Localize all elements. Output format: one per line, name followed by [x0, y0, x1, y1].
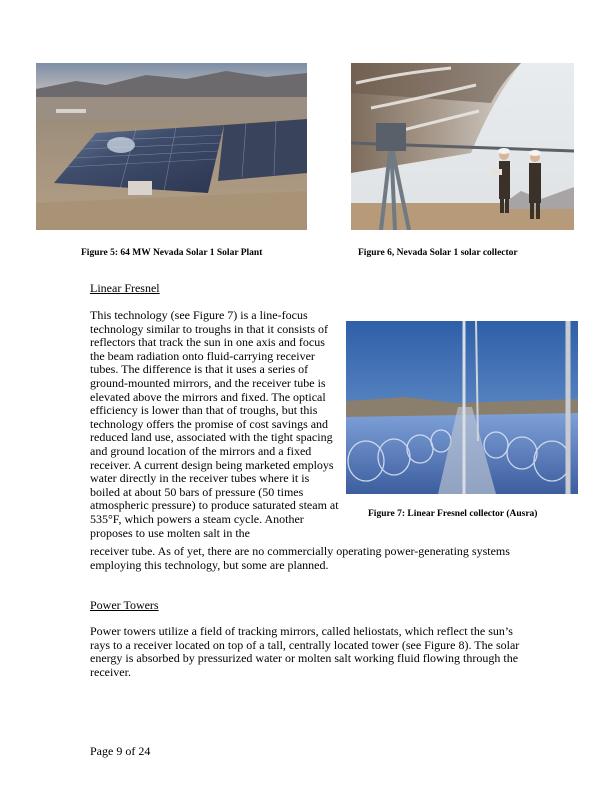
figure-7-photo: [346, 321, 578, 494]
figure-5-caption: Figure 5: 64 MW Nevada Solar 1 Solar Plant: [81, 248, 263, 258]
figure-7-caption: Figure 7: Linear Fresnel collector (Ausra): [368, 509, 538, 519]
linear-fresnel-paragraph-continued: receiver tube. As of yet, there are no commercially operating power-generating systems employing this technology, but some are planned.: [90, 544, 510, 572]
section-heading-power-towers: Power Towers: [90, 598, 159, 612]
section-heading-linear-fresnel: Linear Fresnel: [90, 281, 160, 295]
page-number: Page 9 of 24: [90, 744, 151, 758]
figure-5-photo: [36, 63, 307, 230]
linear-fresnel-paragraph: This technology (see Figure 7) is a line-focus technology similar to troughs in that it consists of reflectors that track the sun in one axis and focus the beam radiation onto fluid-carrying receiver tubes. The difference is that it uses a series of ground-mounted mirrors, and the receiver tube is elevated above the mirrors and fixed. The optical efficiency is lower than that of troughs, but this technology offers the promise of cost savings and reduced land use, associated with the tight spacing and ground location of the mirrors and a fixed receiver. A current design being marketed employs water directly in the receiver tubes where it is boiled at about 50 bars of pressure (50 times atmospheric pressure) to produce saturated steam at 535°F, which powers a steam cycle. Another proposes to use molten salt in the: [90, 308, 339, 540]
figure-6-photo: [351, 63, 574, 230]
figure-6-caption: Figure 6, Nevada Solar 1 solar collector: [358, 248, 518, 258]
power-towers-paragraph: Power towers utilize a field of tracking mirrors, called heliostats, which reflect the sun’s rays to a receiver located on top of a tall, centrally located tower (see Figure 8). The solar energy is absorbed by pressurized water or molten salt working fluid flowing through the receiver.: [90, 624, 520, 679]
